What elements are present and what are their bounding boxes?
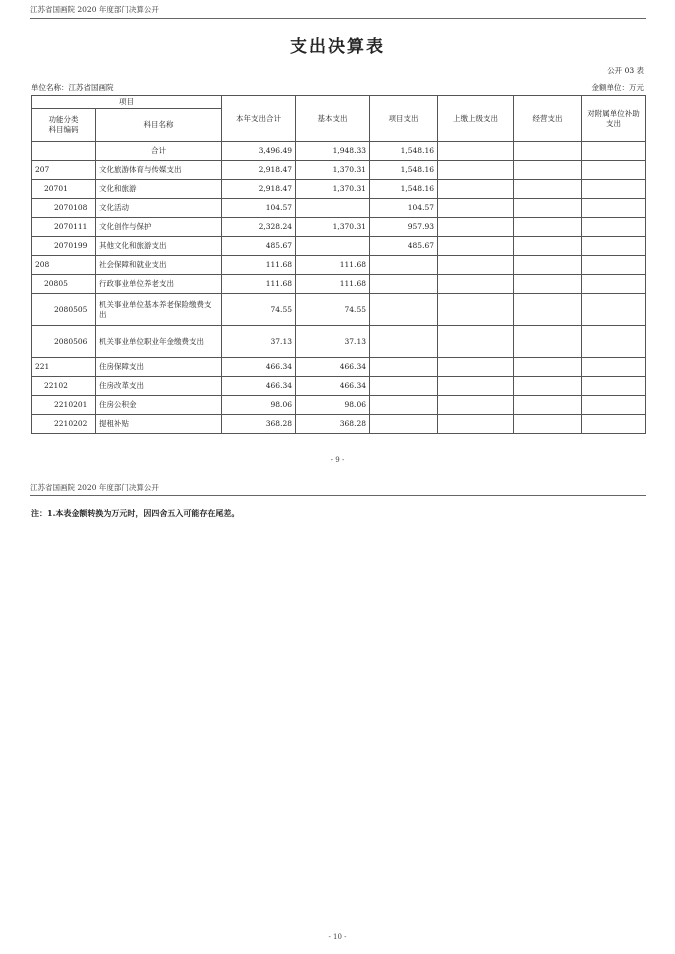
header-divider	[30, 18, 646, 19]
cell-operating	[514, 415, 582, 434]
cell-project: 104.57	[370, 199, 438, 218]
cell-name: 行政事业单位养老支出	[96, 275, 222, 294]
cell-basic: 466.34	[296, 358, 370, 377]
cell-total: 485.67	[222, 237, 296, 256]
cell-total: 3,496.49	[222, 142, 296, 161]
header-remit: 上缴上级支出	[438, 96, 514, 142]
amount-unit: 金额单位：万元	[591, 83, 644, 92]
cell-code: 2080505	[32, 294, 96, 326]
cell-remit	[438, 142, 514, 161]
unit-name: 单位名称：江苏省国画院	[31, 83, 114, 92]
cell-total: 37.13	[222, 326, 296, 358]
cell-total: 111.68	[222, 275, 296, 294]
cell-remit	[438, 180, 514, 199]
cell-total: 111.68	[222, 256, 296, 275]
header-subsidy: 对附属单位补助支出	[582, 96, 646, 142]
cell-code: 2210201	[32, 396, 96, 415]
table-row	[32, 326, 646, 358]
cell-project	[370, 358, 438, 377]
cell-name: 机关事业单位职业年金缴费支出	[96, 326, 222, 358]
cell-code: 2210202	[32, 415, 96, 434]
form-code: 公开 03 表	[607, 66, 644, 75]
table-row	[32, 415, 646, 434]
table-row	[32, 358, 646, 377]
table-row	[32, 256, 646, 275]
cell-operating	[514, 326, 582, 358]
table-row	[32, 396, 646, 415]
cell-project: 1,548.16	[370, 180, 438, 199]
table-row	[32, 142, 646, 161]
cell-name: 文化旅游体育与传媒支出	[96, 161, 222, 180]
cell-project	[370, 396, 438, 415]
cell-subsidy	[582, 161, 646, 180]
cell-name: 文化创作与保护	[96, 218, 222, 237]
cell-code: 208	[32, 256, 96, 275]
cell-remit	[438, 294, 514, 326]
cell-operating	[514, 396, 582, 415]
table-row	[32, 161, 646, 180]
cell-subsidy	[582, 396, 646, 415]
table-row	[32, 275, 646, 294]
cell-operating	[514, 199, 582, 218]
cell-basic: 1,370.31	[296, 180, 370, 199]
cell-project	[370, 326, 438, 358]
cell-code: 20701	[32, 180, 96, 199]
cell-project	[370, 275, 438, 294]
page2-header-divider	[30, 495, 646, 496]
cell-code: 2070108	[32, 199, 96, 218]
cell-project: 485.67	[370, 237, 438, 256]
cell-name: 住房公积金	[96, 396, 222, 415]
cell-operating	[514, 218, 582, 237]
cell-project	[370, 415, 438, 434]
cell-code	[32, 142, 96, 161]
header-basic: 基本支出	[296, 96, 370, 142]
cell-basic	[296, 199, 370, 218]
page-number: - 9 -	[330, 456, 345, 464]
cell-code: 20805	[32, 275, 96, 294]
cell-subsidy	[582, 199, 646, 218]
table-row	[32, 199, 646, 218]
header-total: 本年支出合计	[222, 96, 296, 142]
table-row	[32, 294, 646, 326]
cell-project: 1,548.16	[370, 161, 438, 180]
cell-project: 1,548.16	[370, 142, 438, 161]
cell-basic: 466.34	[296, 377, 370, 396]
cell-subsidy	[582, 415, 646, 434]
cell-total: 2,328.24	[222, 218, 296, 237]
cell-total: 98.06	[222, 396, 296, 415]
cell-remit	[438, 161, 514, 180]
cell-total: 466.34	[222, 377, 296, 396]
cell-operating	[514, 377, 582, 396]
page-header: 江苏省国画院 2020 年度部门决算公开	[30, 5, 159, 14]
page2-number: - 10 -	[328, 933, 347, 941]
cell-project: 957.93	[370, 218, 438, 237]
cell-basic: 1,948.33	[296, 142, 370, 161]
page2-header: 江苏省国画院 2020 年度部门决算公开	[30, 483, 159, 492]
cell-remit	[438, 377, 514, 396]
cell-subsidy	[582, 358, 646, 377]
cell-remit	[438, 326, 514, 358]
cell-basic: 111.68	[296, 256, 370, 275]
cell-project	[370, 256, 438, 275]
cell-total: 2,918.47	[222, 161, 296, 180]
cell-subsidy	[582, 180, 646, 199]
cell-operating	[514, 180, 582, 199]
cell-basic: 1,370.31	[296, 218, 370, 237]
table-note: 注：1.本表金额转换为万元时，因四舍五入可能存在尾差。	[31, 508, 240, 518]
cell-total: 368.28	[222, 415, 296, 434]
cell-project	[370, 377, 438, 396]
cell-subsidy	[582, 377, 646, 396]
cell-remit	[438, 237, 514, 256]
cell-remit	[438, 256, 514, 275]
cell-remit	[438, 358, 514, 377]
cell-name: 文化和旅游	[96, 180, 222, 199]
cell-subsidy	[582, 218, 646, 237]
cell-name: 文化活动	[96, 199, 222, 218]
table-row	[32, 180, 646, 199]
cell-name: 住房保障支出	[96, 358, 222, 377]
cell-subsidy	[582, 326, 646, 358]
cell-name: 社会保障和就业支出	[96, 256, 222, 275]
cell-remit	[438, 275, 514, 294]
cell-total: 104.57	[222, 199, 296, 218]
header-subject-name: 科目名称	[96, 109, 222, 142]
cell-code: 221	[32, 358, 96, 377]
cell-project	[370, 294, 438, 326]
cell-total: 74.55	[222, 294, 296, 326]
cell-basic: 74.55	[296, 294, 370, 326]
table-row	[32, 237, 646, 256]
cell-remit	[438, 396, 514, 415]
cell-operating	[514, 275, 582, 294]
cell-subsidy	[582, 294, 646, 326]
cell-subsidy	[582, 237, 646, 256]
cell-remit	[438, 199, 514, 218]
cell-name: 其他文化和旅游支出	[96, 237, 222, 256]
cell-operating	[514, 161, 582, 180]
cell-basic: 98.06	[296, 396, 370, 415]
cell-operating	[514, 294, 582, 326]
cell-name: 住房改革支出	[96, 377, 222, 396]
cell-subsidy	[582, 275, 646, 294]
cell-code: 22102	[32, 377, 96, 396]
cell-code: 2070199	[32, 237, 96, 256]
cell-total: 466.34	[222, 358, 296, 377]
cell-code: 2080506	[32, 326, 96, 358]
cell-name: 机关事业单位基本养老保险缴费支出	[96, 294, 222, 326]
cell-subsidy	[582, 142, 646, 161]
cell-name: 提租补贴	[96, 415, 222, 434]
cell-code: 207	[32, 161, 96, 180]
cell-basic: 1,370.31	[296, 161, 370, 180]
table-row	[32, 218, 646, 237]
cell-remit	[438, 218, 514, 237]
cell-subsidy	[582, 256, 646, 275]
header-operating: 经营支出	[514, 96, 582, 142]
cell-total: 2,918.47	[222, 180, 296, 199]
cell-remit	[438, 415, 514, 434]
expenditure-table	[31, 95, 646, 434]
cell-operating	[514, 358, 582, 377]
cell-basic: 37.13	[296, 326, 370, 358]
page-title: 支出决算表	[290, 37, 385, 57]
header-project: 项目支出	[370, 96, 438, 142]
cell-operating	[514, 142, 582, 161]
table-row	[32, 377, 646, 396]
cell-basic: 368.28	[296, 415, 370, 434]
header-func-code: 功能分类 科目编码	[32, 109, 96, 142]
cell-name: 合计	[96, 142, 222, 161]
cell-code: 2070111	[32, 218, 96, 237]
cell-operating	[514, 256, 582, 275]
cell-operating	[514, 237, 582, 256]
header-item: 项目	[32, 96, 222, 109]
cell-basic: 111.68	[296, 275, 370, 294]
cell-basic	[296, 237, 370, 256]
